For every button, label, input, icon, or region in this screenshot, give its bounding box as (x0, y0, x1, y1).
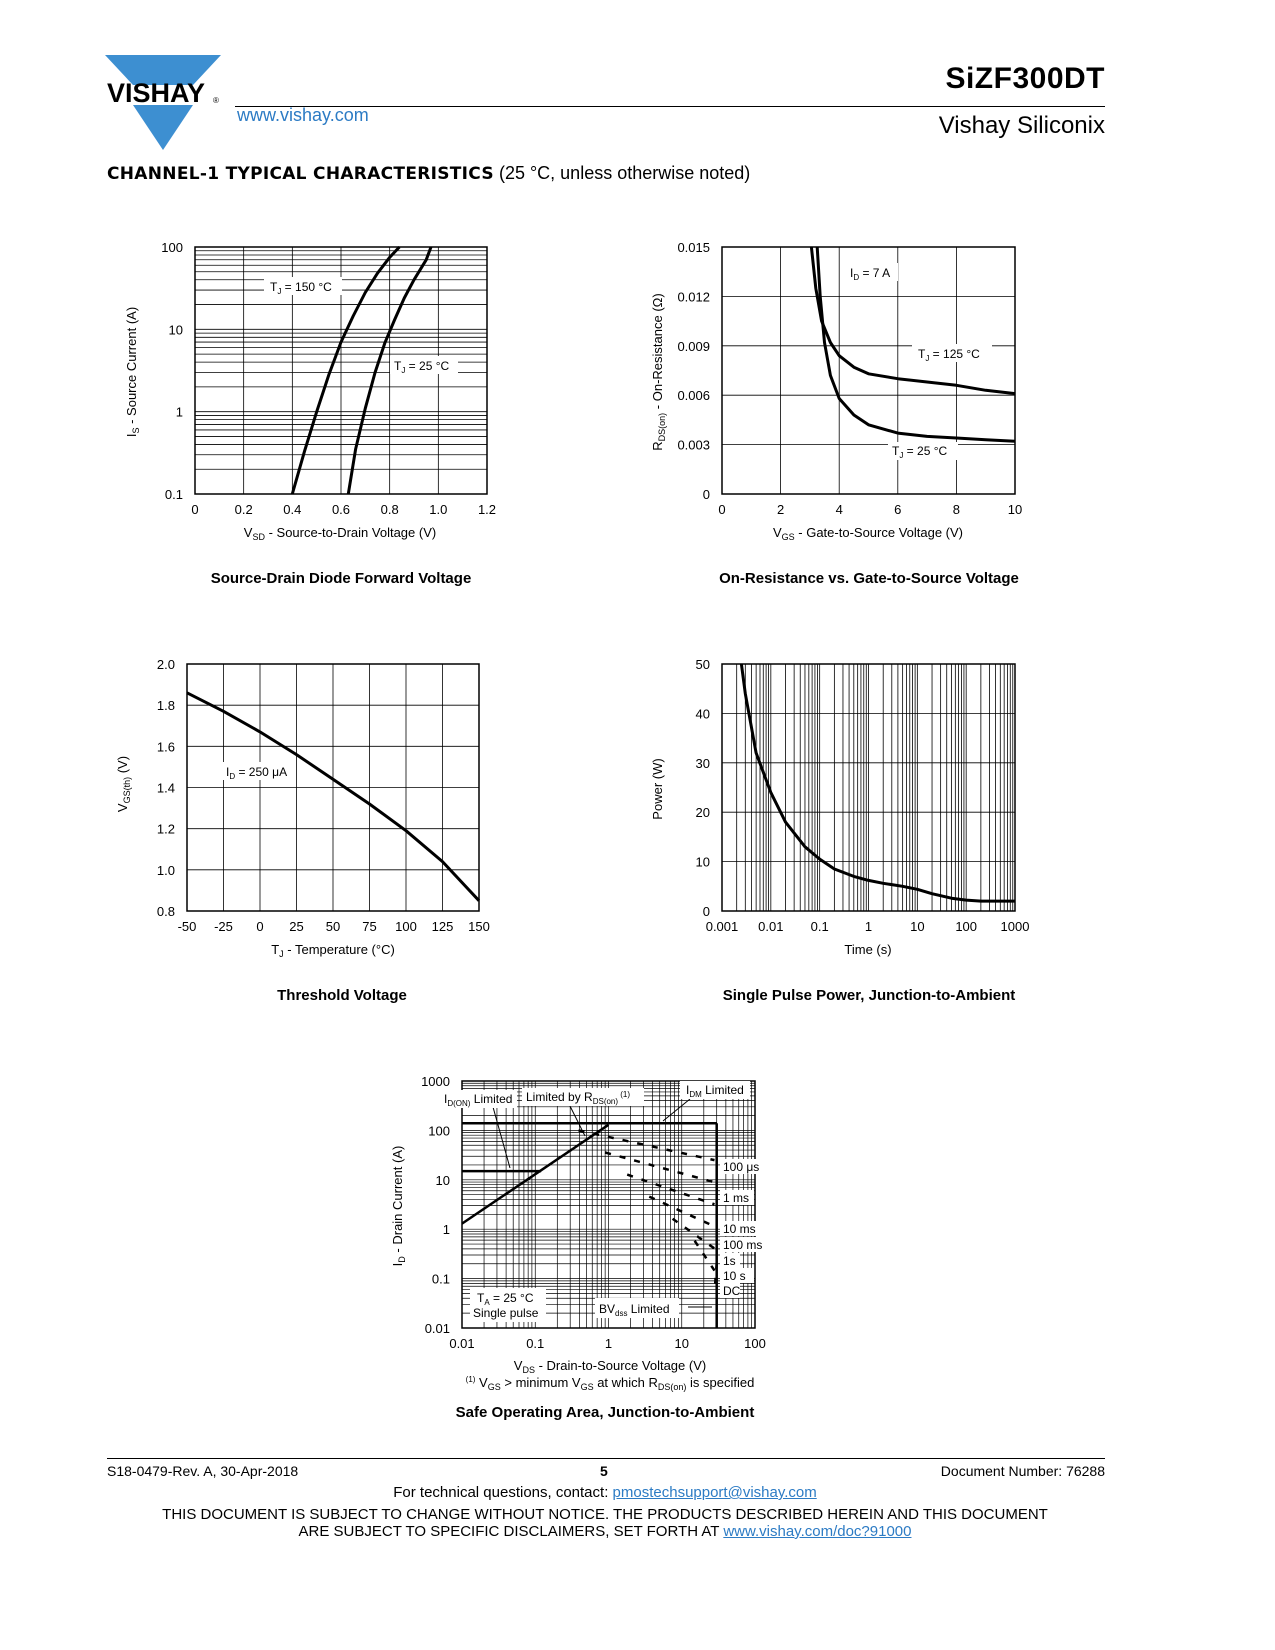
y-tick-label: 30 (695, 755, 710, 771)
x-tick-label: 0 (718, 502, 726, 517)
x-tick-label: 100 (744, 1336, 766, 1351)
chart-caption: On-Resistance vs. Gate-to-Source Voltage (719, 570, 1019, 587)
x-tick-label: 10 (674, 1336, 689, 1351)
chart-source-drain (124, 240, 496, 587)
curve-power (741, 664, 1015, 901)
arrow-id-on (493, 1107, 510, 1168)
x-axis-label: $T_J$ - Temperature (°C) (271, 942, 395, 959)
x-tick-label: -25 (214, 919, 233, 934)
y-tick-label: 0.015 (677, 240, 710, 255)
y-axis-label: Power (W) (650, 758, 665, 820)
chart-caption: Threshold Voltage (277, 987, 407, 1004)
pulse-label: 1s (723, 1254, 736, 1268)
x-tick-label: 1.2 (477, 502, 497, 517)
chart-threshold-voltage (115, 657, 490, 1004)
x-axis-label: $V_{GS}$ - Gate-to-Source Voltage (V) (772, 525, 964, 542)
chart-on-resistance (650, 240, 1022, 587)
chart-caption: Safe Operating Area, Junction-to-Ambient (455, 1404, 755, 1421)
footer-contact (0, 1484, 1210, 1501)
chart-single-pulse-power (650, 657, 1029, 1004)
y-tick-label: 2.0 (156, 657, 175, 672)
section-title-bold: CHANNEL-1 TYPICAL CHARACTERISTICS (107, 164, 494, 184)
x-tick-label: 0.001 (705, 919, 739, 934)
x-tick-label: -50 (177, 919, 197, 934)
x-tick-label: 1.0 (429, 502, 448, 517)
disclaimer-line-1: THIS DOCUMENT IS SUBJECT TO CHANGE WITHOUT NOTICE. THE PRODUCTS DESCRIBED HEREIN AND THIS DOCUMENT (162, 1506, 1048, 1523)
x-tick-label: 0.6 (331, 502, 351, 517)
document-number: Document Number: 76288 (940, 1463, 1105, 1479)
x-tick-label: 100 (395, 919, 417, 934)
part-number: SiZF300DT (945, 62, 1105, 95)
x-tick-label: 4 (835, 502, 843, 517)
company-name: Vishay Siliconix (938, 112, 1105, 139)
y-tick-label: 0.012 (677, 289, 710, 305)
y-axis-label: $V_{GS(th)}$ (V) (115, 755, 132, 813)
y-tick-label: 20 (695, 805, 710, 821)
x-tick-label: 2 (776, 502, 785, 517)
arrow-rds (570, 1106, 585, 1136)
y-tick-label: 1 (442, 1222, 450, 1238)
label-bvdss-limited: $BV_{dss}$ Limited (599, 1302, 670, 1318)
arrow-idm (663, 1099, 690, 1121)
x-axis-label: $V_{DS}$ - Drain-to-Source Voltage (V) (513, 1358, 707, 1375)
x-tick-label: 0.8 (380, 502, 399, 517)
label-tj-25: $T_J = 25$ °C (394, 359, 450, 375)
y-tick-label: 10 (168, 322, 183, 338)
label-id-250ua: $I_D = 250$ μA (226, 765, 288, 781)
page-number: 5 (600, 1463, 608, 1479)
y-tick-label: 1.0 (156, 862, 175, 878)
label-id-on-limited: $I_{D(ON)}$ Limited (444, 1092, 513, 1108)
x-tick-label: 1 (604, 1336, 613, 1351)
x-tick-label: 1000 (1000, 919, 1030, 934)
chart-safe-operating-area (390, 1074, 768, 1421)
contact-prefix: For technical questions, contact: (393, 1484, 613, 1501)
y-axis-label: $R_{DS(on)}$ - On-Resistance (Ω) (650, 293, 667, 451)
y-tick-label: 100 (428, 1123, 450, 1139)
pulse-label: 100 μs (723, 1160, 760, 1174)
y-tick-label: 100 (161, 240, 183, 255)
label-ta-25: $T_A = 25$ °C (477, 1291, 534, 1307)
website-link[interactable]: www.vishay.com (237, 105, 369, 125)
footer-disclaimer (0, 1506, 1210, 1540)
label-tj-25: $T_J = 25$ °C (892, 444, 948, 460)
x-tick-label: 0.1 (526, 1336, 545, 1351)
label-idm-limited: $I_{DM}$ Limited (686, 1083, 744, 1099)
x-axis-label: $V_{SD}$ - Source-to-Drain Voltage (V) (243, 525, 437, 542)
y-tick-label: 0.006 (677, 388, 710, 404)
y-tick-label: 1 (175, 404, 183, 420)
y-tick-label: 0.01 (424, 1321, 450, 1336)
x-tick-label: 75 (362, 919, 377, 934)
y-tick-label: 1000 (421, 1074, 450, 1089)
x-tick-label: 50 (325, 919, 341, 934)
y-tick-label: 0.009 (677, 338, 710, 354)
y-tick-label: 1.4 (156, 780, 175, 796)
logo-text: VISHAY (107, 78, 206, 108)
label-id-7a: $I_D = 7$ A (850, 266, 891, 282)
pulse-label: DC (723, 1284, 741, 1298)
disclaimer-line-2: ARE SUBJECT TO SPECIFIC DISCLAIMERS, SET FORTH AT (298, 1523, 724, 1540)
curve-tj-125 (811, 247, 1015, 394)
x-tick-label: 8 (952, 502, 961, 517)
x-tick-label: 0.1 (810, 919, 829, 934)
pulse-label: 10 s (723, 1269, 746, 1283)
y-tick-label: 0.8 (156, 904, 175, 919)
x-tick-label: 100 (955, 919, 978, 934)
x-tick-label: 125 (431, 919, 454, 934)
svg-text:®: ® (213, 96, 219, 105)
x-tick-label: 0 (191, 502, 199, 517)
y-tick-label: 0.003 (677, 437, 710, 453)
footer-divider (107, 1458, 1105, 1459)
label-single-pulse: Single pulse (473, 1306, 539, 1320)
x-tick-label: 6 (894, 502, 902, 517)
pulse-label: 100 ms (723, 1238, 763, 1252)
x-tick-label: 10 (1007, 502, 1023, 517)
y-axis-label: $I_S$ - Source Current (A) (124, 306, 141, 438)
y-tick-label: 10 (695, 854, 710, 870)
x-tick-label: 0 (256, 919, 264, 934)
x-tick-label: 25 (289, 919, 304, 934)
label-rds-limited: Limited by $R_{DS(on)}$ $^{(1)}$ (526, 1090, 631, 1106)
x-tick-label: 0.2 (234, 502, 253, 517)
y-tick-label: 1.2 (156, 821, 175, 837)
y-tick-label: 1.6 (156, 739, 175, 755)
x-tick-label: 1 (864, 919, 873, 934)
chart-caption: Single Pulse Power, Junction-to-Ambient (722, 987, 1016, 1004)
x-tick-label: 10 (910, 919, 925, 934)
pulse-label: 10 ms (723, 1222, 756, 1236)
chart-caption: Source-Drain Diode Forward Voltage (210, 570, 472, 587)
footnote: $^{(1)}$ $V_{GS}$ > minimum $V_{GS}$ at which $R_{DS(on)}$ is specified (465, 1375, 755, 1392)
support-email-link[interactable]: pmostechsupport@vishay.com (612, 1484, 817, 1501)
label-tj-125: $T_J = 125$ °C (918, 347, 980, 363)
x-tick-label: 0.01 (758, 919, 784, 934)
x-tick-label: 0.4 (283, 502, 302, 517)
pulse-duration-line (627, 1175, 714, 1205)
y-tick-label: 40 (695, 706, 710, 722)
pulse-label: 1 ms (723, 1191, 750, 1205)
y-tick-label: 0.1 (164, 487, 183, 502)
y-tick-label: 0.1 (431, 1271, 450, 1287)
y-tick-label: 50 (695, 657, 710, 672)
x-axis-label: Time (s) (844, 942, 892, 957)
section-title-rest: (25 °C, unless otherwise noted) (493, 163, 751, 183)
y-axis-label: $I_D$ - Drain Current (A) (390, 1145, 407, 1267)
x-tick-label: 0.01 (449, 1336, 475, 1351)
y-tick-label: 1.8 (156, 698, 175, 714)
disclaimer-link[interactable]: www.vishay.com/doc?91000 (723, 1523, 912, 1540)
x-tick-label: 150 (468, 919, 490, 934)
y-tick-label: 0 (702, 904, 710, 919)
y-tick-label: 10 (435, 1172, 450, 1188)
label-tj-150: $T_J = 150$ °C (270, 280, 332, 296)
y-tick-label: 0 (702, 487, 710, 502)
revision-info: S18-0479-Rev. A, 30-Apr-2018 (107, 1463, 299, 1479)
